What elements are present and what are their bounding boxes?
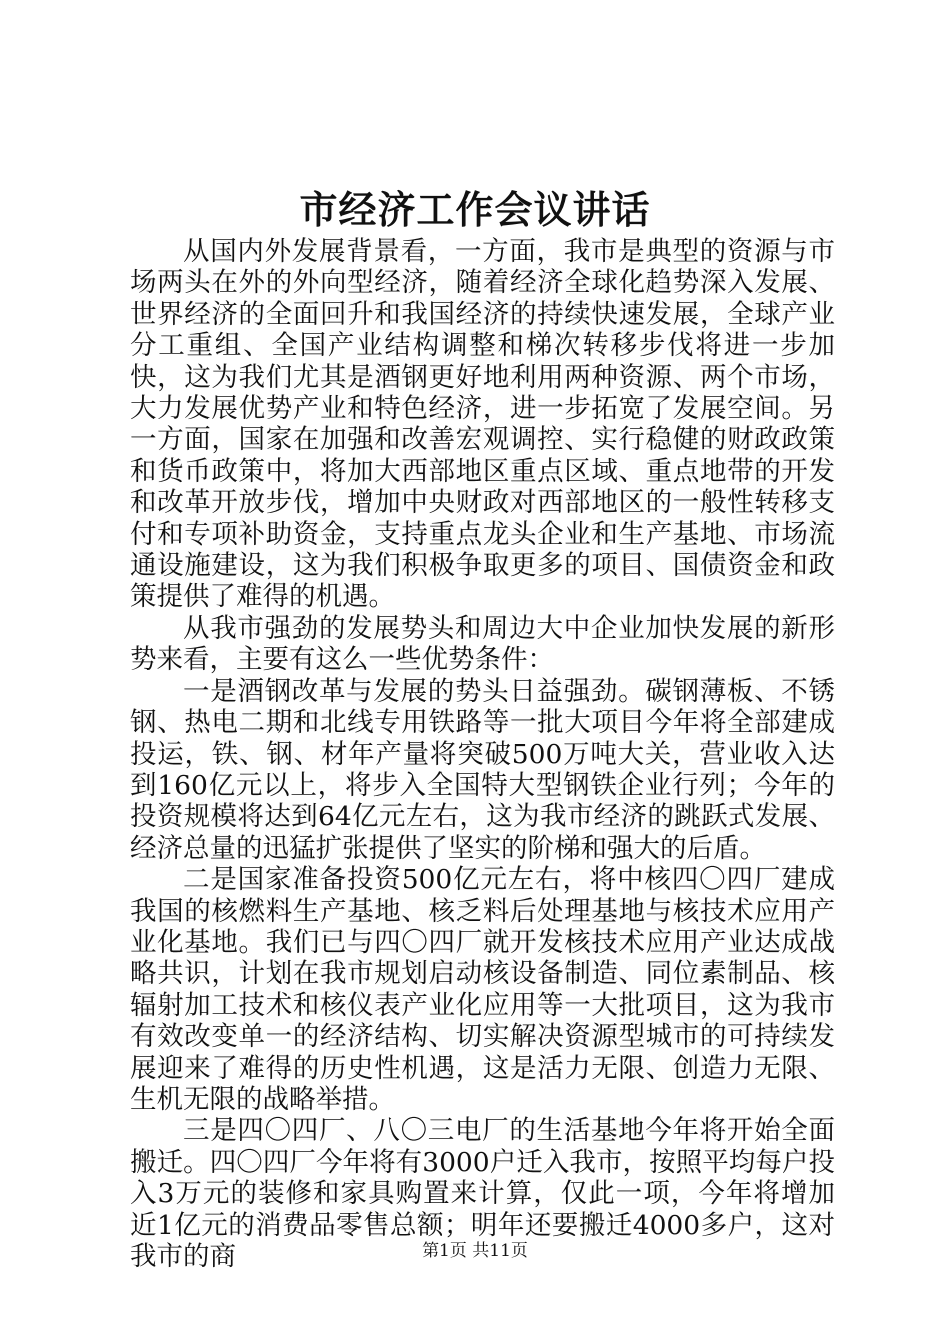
paragraph: 从我市强劲的发展势头和周边大中企业加快发展的新形势来看，主要有这么一些优势条件： — [130, 612, 835, 676]
paragraph: 三是四〇四厂、八〇三电厂的生活基地今年将开始全面搬迁。四〇四厂今年将有3000户迁入我市，按照平均每户投入3万元的装修和家具购置来计算，仅此一项，今年将增加近1亿元的消费品零售总额；明年还要搬迁4000多户，这对我市的商 — [130, 1115, 835, 1272]
paragraph: 二是国家准备投资500亿元左右，将中核四〇四厂建成我国的核燃料生产基地、核乏料后处理基地与核技术应用产业化基地。我们已与四〇四厂就开发核技术应用产业达成战略共识，计划在我市规划启动核设备制造、同位素制品、核辐射加工技术和核仪表产业化应用等一大批项目，这为我市有效改变单一的经济结构、切实解决资源型城市的可持续发展迎来了难得的历史性机遇，这是活力无限、创造力无限、生机无限的战略举措。 — [130, 864, 835, 1115]
document-title: 市经济工作会议讲话 — [299, 187, 651, 232]
paragraph: 一是酒钢改革与发展的势头日益强劲。碳钢薄板、不锈钢、热电二期和北线专用铁路等一批大项目今年将全部建成投运，铁、钢、材年产量将突破500万吨大关，营业收入达到160亿元以上，将步入全国特大型钢铁企业行列；今年的投资规模将达到64亿元左右，这为我市经济的跳跃式发展、经济总量的迅猛扩张提供了坚实的阶梯和强大的后盾。 — [130, 675, 835, 864]
page-number-footer: 第1页 共11页 — [422, 1241, 528, 1261]
document-body — [130, 236, 835, 1272]
paragraph: 从国内外发展背景看，一方面，我市是典型的资源与市场两头在外的外向型经济，随着经济全球化趋势深入发展、世界经济的全面回升和我国经济的持续快速发展，全球产业分工重组、全国产业结构调整和梯次转移步伐将进一步加快，这为我们尤其是酒钢更好地利用两种资源、两个市场，大力发展优势产业和特色经济，进一步拓宽了发展空间。另一方面，国家在加强和改善宏观调控、实行稳健的财政政策和货币政策中，将加大西部地区重点区域、重点地带的开发和改革开放步伐，增加中央财政对西部地区的一般性转移支付和专项补助资金，支持重点龙头企业和生产基地、市场流通设施建设，这为我们积极争取更多的项目、国债资金和政策提供了难得的机遇。 — [130, 236, 835, 613]
